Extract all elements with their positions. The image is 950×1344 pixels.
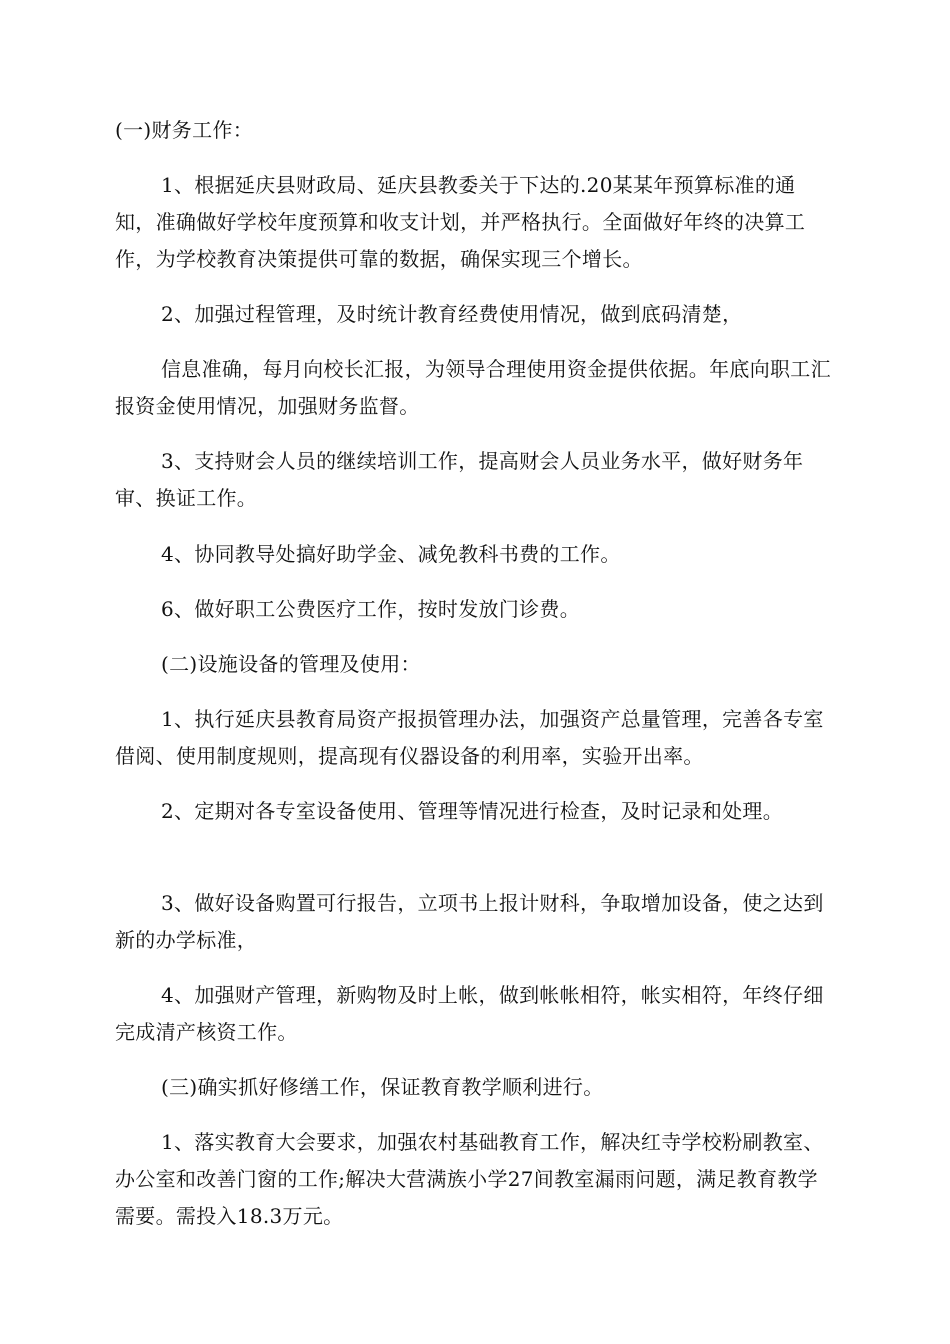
paragraph: 1、根据延庆县财政局、延庆县教委关于下达的.20某某年预算标准的通知，准确做好学校年度预算和收支计划，并严格执行。全面做好年终的决算工作，为学校教育决策提供可靠的数据，确保实现三个增长。 <box>115 173 806 271</box>
section-heading-facilities: (二)设施设备的管理及使用： <box>161 652 421 676</box>
paragraph: 3、支持财会人员的继续培训工作，提高财会人员业务水平，做好财务年审、换证工作。 <box>115 449 804 510</box>
paragraph: 4、加强财产管理，新购物及时上帐，做到帐帐相符，帐实相符，年终仔细完成清产核资工作。 <box>115 983 824 1044</box>
paragraph: 1、落实教育大会要求，加强农村基础教育工作，解决红寺学校粉刷教室、办公室和改善门窗的工作;解决大营满族小学27间教室漏雨问题，满足教育教学需要。需投入18.3万元。 <box>115 1130 824 1228</box>
paragraph: 2、定期对各专室设备使用、管理等情况进行检查，及时记录和处理。 <box>161 799 784 823</box>
section-heading-finance: (一)财务工作： <box>115 118 254 142</box>
paragraph: 信息准确，每月向校长汇报，为领导合理使用资金提供依据。年底向职工汇报资金使用情况，加强财务监督。 <box>115 357 831 418</box>
paragraph: 4、协同教导处搞好助学金、减免教科书费的工作。 <box>161 542 621 566</box>
section-heading-repairs: (三)确实抓好修缮工作，保证教育教学顺利进行。 <box>161 1075 604 1099</box>
paragraph: 1、执行延庆县教育局资产报损管理办法，加强资产总量管理，完善各专室借阅、使用制度规则，提高现有仪器设备的利用率，实验开出率。 <box>115 707 824 768</box>
paragraph: 3、做好设备购置可行报告，立项书上报计财科，争取增加设备，使之达到新的办学标准， <box>115 891 824 952</box>
paragraph: 2、加强过程管理，及时统计教育经费使用情况，做到底码清楚， <box>161 302 743 326</box>
paragraph: 6、做好职工公费医疗工作，按时发放门诊费。 <box>161 597 581 621</box>
